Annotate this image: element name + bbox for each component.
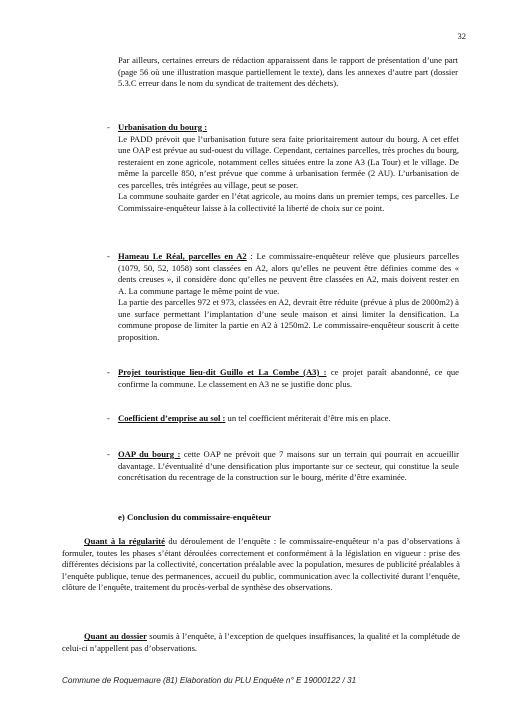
- conclusion-text: du déroulement de l’enquête : le commissaire-enquêteur n’a pas d’observations à formuler, toutes les phases s’étant déroulées correctement et conformément à la législation en vigueur : prise des différentes décisions par la collectivité, concertation préalable avec la population, mesures de publicité préalables à l’enquête publique, tenue des permanences, accueil du public, communication avec la collectivité durant l’enquête, clôture de l’enquête, traitement du procès-verbal de synthèse des observations.: [62, 536, 460, 592]
- page-number: 32: [457, 31, 466, 41]
- conclusion-lead: Quant au dossier: [84, 631, 147, 641]
- item-title: Coefficient d’emprise au sol :: [118, 413, 226, 423]
- list-item-oap-bourg: [107, 449, 459, 484]
- list-item-urbanisation: [107, 122, 459, 214]
- list-item-hameau: [107, 251, 459, 343]
- item-text: : Le commissaire-enquêteur relève que plusieurs parcelles (1079, 50, 52, 1058) sont classées en A2, alors qu’elles ne peuvent être définies comme des « dents creuses », il considère donc qu’elles ne peuvent être classées en A2, mais doivent rester en A. La commune partage le même point de vue.: [118, 251, 460, 296]
- item-text: un tel coefficient mériterait d’être mis en place.: [225, 413, 391, 423]
- intro-paragraph: Par ailleurs, certaines erreurs de rédaction apparaissent dans le rapport de présentation d’une part (page 56 où une illustration masque partiellement le texte), dans les annexes d’autre part (dossier 5.3.C erreur dans le nom du syndicat de traitement des déchets).: [118, 55, 458, 88]
- list-item-coefficient: [107, 413, 459, 425]
- list-dash: -: [107, 367, 110, 377]
- item-title: Projet touristique lieu-dit Guillo et La Combe (A3) :: [118, 367, 327, 377]
- section-heading: e) Conclusion du commissaire-enquêteur: [118, 512, 272, 522]
- list-dash: -: [107, 449, 110, 459]
- item-text: ce projet paraît abandonné, ce que confirme la commune. Le classement en A3 ne se justifie donc plus.: [118, 367, 459, 389]
- list-dash: -: [107, 122, 110, 132]
- item-text: Le PADD prévoit que l’urbanisation future sera faite prioritairement autour du bourg. A cet effet une OAP est prévue au sud-ouest du village. Cependant, certaines parcelles, très proches du bourg, resteraient en zone agricole, notamment celles situées entre la zone A3 (La Tour) et le village. De même la parcelle 850, n’est prévue que comme à urbanisation fermée (2 AU). L’urbanisation de ces parcelles, très intégrées au village, peut se poser.: [118, 133, 459, 190]
- list-dash: -: [107, 251, 110, 261]
- conclusion-regularite: [62, 536, 460, 594]
- list-dash: -: [107, 413, 110, 423]
- conclusion-dossier: [62, 631, 460, 654]
- item-title: Urbanisation du bourg :: [118, 122, 208, 132]
- list-item-projet-touristique: [107, 367, 459, 390]
- conclusion-text: soumis à l’enquête, à l’exception de quelques insuffisances, la qualité et la complétude de celui-ci n’appellent pas d’observations.: [62, 631, 460, 653]
- conclusion-lead: Quant à la régularité: [84, 536, 165, 546]
- item-text: cette OAP ne prévoit que 7 maisons sur un terrain qui pourrait en accueillir davantage. L’éventualité d’une densification plus importante sur ce secteur, qui constitue la seule concrétisation du recentrage de la construction sur le bourg, mérite d’être examinée.: [118, 449, 459, 482]
- item-text: La partie des parcelles 972 et 973, classées en A2, devrait être réduite (prévue à plus de 2000m2) à une surface permettant l’implantation d’une seule maison et ainsi limiter la densification. La commune propose de limiter la partie en A2 à 1250m2. Le commissaire-enquêteur souscrit à cette proposition.: [118, 297, 459, 342]
- item-text: La commune souhaite garder en l’état agricole, au moins dans un premier temps, ces parcelles. Le Commissaire-enquêteur laisse à la collectivité la liberté de choix sur ce point.: [118, 191, 459, 213]
- item-title: OAP du bourg :: [118, 449, 181, 459]
- page-footer: Commune de Roquemaure (81) Elaboration du PLU Enquête n° E 19000122 / 31: [62, 676, 357, 685]
- item-title: Hameau Le Réal, parcelles en A2: [118, 251, 247, 261]
